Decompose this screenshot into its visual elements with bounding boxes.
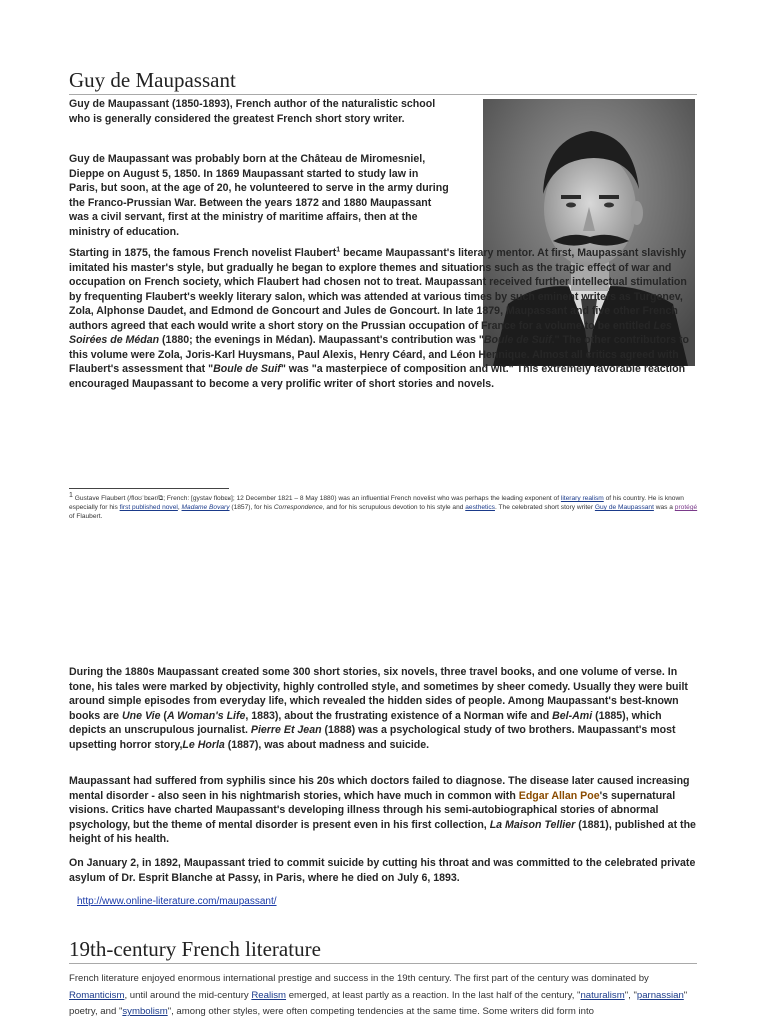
works-paragraph: During the 1880s Maupassant created some 300 short stories, six novels, three travel books, and one volume of verse. In tone, his tales were marked by objectivity, highly controlled style, and sometimes by sheer comedy. Usually they were built around simple episodes from everyday life, which revealed the hidden sides of people. Among Maupassant's best-known books are Une Vie (A Woman's Life, 1883), about the frustrating existence of a Norman wife and Bel-Ami (1885), which depicts an unscrupulous journalist. Pierre Et Jean (1888) was a psychological study of two brothers. Maupassant's most upsetting horror story,Le Horla (1887), was about madness and suicide. [69, 666, 688, 751]
flaubert-paragraph: Starting in 1875, the famous French novelist Flaubert$^1$ became Maupassant's literary mentor. At first, Maupassant slavishly imitated his master's style, but gradually he began to explore themes and situations such as the tragic effect of war and occupation on French society, which Flaubert had chosen not to treat. Maupassant received further intellectual stimulation by frequenting Flaubert's weekly literary salon, which was attended at various times by such eminent writers as Turgenev, Zola, Alphonse Daudet, and Edmond de Goncourt and Jules de Goncourt. In late 1879, Maupassant and five other French authors agreed that each would write a short story on the Prussian occupation of France for a volume to be entitled Les Soirées de Médan (1880; the evenings in Médan). Maupassant's contribution was "Boule de Suif." The other contributors to this volume were Zola, Joris-Karl Huysmans, Paul Alexis, Henry Céard, and Léon Hennique. Almost all critics agreed with Flaubert's assessment that "Boule de Suif" was "a masterpiece of composition and wit." This extremely favorable reaction encouraged Maupassant to become a very prolific writer of short stories and novels. [69, 246, 690, 390]
link-edgar-allan-poe[interactable]: Edgar Allan Poe [518, 789, 600, 802]
link-first-published-novel[interactable]: first published novel [119, 504, 178, 511]
link-aesthetics[interactable]: aesthetics [465, 504, 495, 511]
link-protege[interactable]: protégé [674, 504, 698, 511]
link-parnassian[interactable]: parnassian [636, 989, 684, 1001]
link-symbolism[interactable]: symbolism [122, 1006, 168, 1018]
external-link-icon[interactable]: ⧉ [158, 495, 164, 502]
page-title: Guy de Maupassant [69, 68, 697, 95]
birth-paragraph: Guy de Maupassant was probably born at the Château de Miromesniel, Dieppe on August 5, 1850. In 1869 Maupassant started to study law in Paris, but soon, at the age of 20, he volunteered to serve in the army during the Franco-Prussian War. Between the years 1872 and 1880 Maupassant was a civil servant, first at the ministry of maritime affairs, then at the ministry of education. [69, 153, 449, 238]
link-guy-de-maupassant[interactable]: Guy de Maupassant [594, 504, 654, 511]
link-naturalism[interactable]: naturalism [580, 989, 625, 1001]
illness-paragraph: Maupassant had suffered from syphilis since his 20s which doctors failed to diagnose. The disease later caused increasing mental disorder - also seen in his nightmarish stories, which have much in common with Edgar Allan Poe's supernatural visions. Critics have charted Maupassant's developing illness through his semi-autobiographical stories of abnormal psychology, but the theme of mental disorder is present even in his first collection, La Maison Tellier (1881), published at the height of his health. [69, 775, 696, 845]
footnote-ref[interactable]: 1 [336, 246, 341, 254]
link-madame-bovary[interactable]: Madame Bovary [181, 504, 230, 511]
source-url-link[interactable]: http://www.online-literature.com/maupassant/ [77, 896, 277, 907]
death-paragraph: On January 2, in 1892, Maupassant tried to commit suicide by cutting his throat and was committed to the celebrated private asylum of Dr. Esprit Blanche at Passy, in Paris, where he died on July 6, 1893. [69, 857, 696, 884]
intro-paragraph: Guy de Maupassant (1850-1893), French author of the naturalistic school who is generally considered the greatest French short story writer. [69, 98, 436, 125]
link-literary-realism[interactable]: literary realism [560, 495, 604, 502]
footnote-divider [69, 488, 229, 489]
section-title: 19th-century French literature [69, 937, 697, 964]
literature-paragraph: French literature enjoyed enormous international prestige and success in the 19th century. The first part of the century was dominated by Romanticism, until around the mid-century Realism emerged, at least partly as a reaction. In the last half of the century, "naturalism", "parnassian" poetry, and "symbolism", among other styles, were often competing tendencies at the same time. Some writers did form into [69, 973, 688, 1018]
footnote: $^1$ Gustave Flaubert (/floʊˈbɛər/⧉; French: [ɡystav flobɛʁ]; 12 December 1821 – 8 May 1880) was an influential French novelist who was perhaps the leading exponent of literary realism of his country. He is known especially for his first published novel, Madame Bovary (1857), for his Correspondence, and for his scrupulous devotion to his style and aesthetics. The celebrated short story writer Guy de Maupassant was a protégé of Flaubert. [69, 491, 698, 520]
link-realism[interactable]: Realism [251, 989, 287, 1001]
link-romanticism[interactable]: Romanticism [69, 989, 125, 1001]
